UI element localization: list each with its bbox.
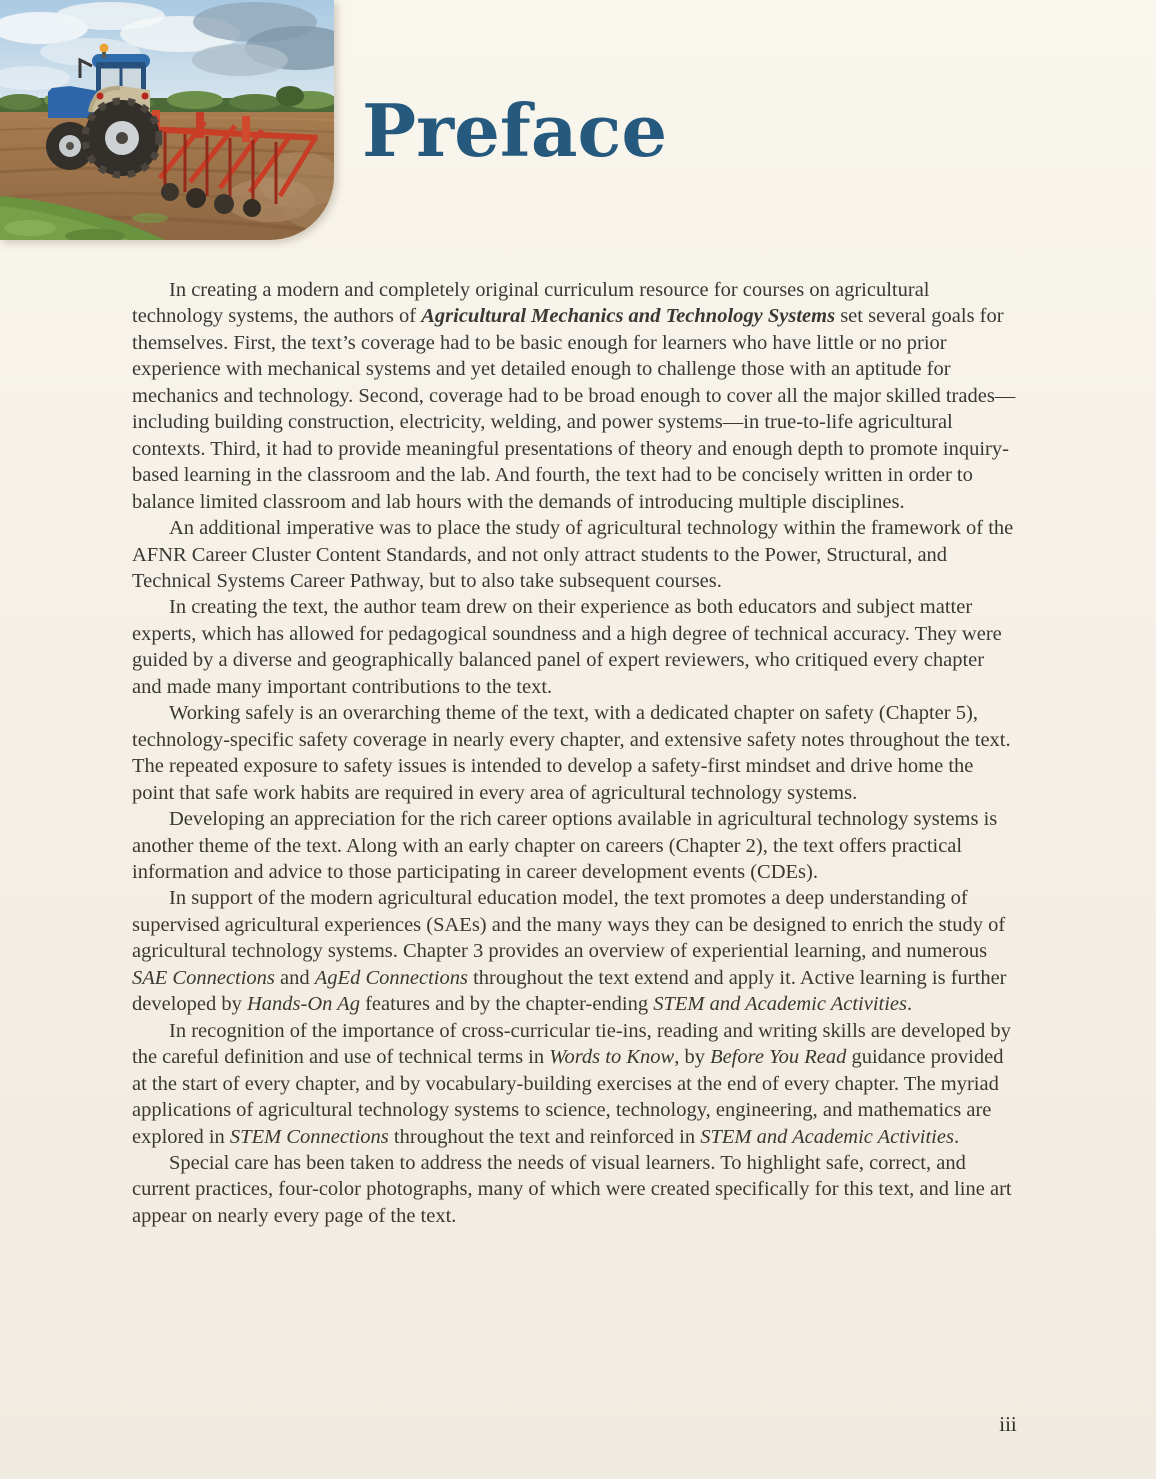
preface-body-text	[132, 277, 1018, 1229]
paragraph-text: In support of the modern agricultural education model, the text promotes a deep understanding of supervised agricultural experiences (SAEs) and the many ways they can be designed to enrich the study of agricultural technology systems. Chapter 3 provides an overview of experiential learning, and numerous	[132, 887, 1006, 963]
emphasized-text: Words to Know	[549, 1046, 675, 1069]
emphasized-text: AgEd Connections	[314, 966, 468, 989]
emphasized-text: STEM and Academic Activities	[653, 993, 907, 1016]
preface-paragraph	[132, 885, 1018, 1017]
paragraph-text: features and by the chapter-ending	[359, 993, 654, 1016]
preface-paragraph	[132, 594, 1018, 700]
preface-paragraph	[132, 277, 1018, 515]
page-number: iii	[999, 1412, 1017, 1436]
preface-paragraph	[132, 515, 1018, 594]
paragraph-text: set several goals for themselves. First, the text’s coverage had to be basic enough for learners who have little or no prior experience with mechanical systems and yet detailed enough to challenge those with an aptitude for mechanics and technology. Second, coverage had to be broad enough to cover all the major skilled trades—including building construction, electricity, welding, and power systems—in true-to-life agricultural contexts. Third, it had to provide meaningful presentations of theory and enough depth to promote inquiry-based learning in the classroom and the lab. And fourth, the text had to be concisely written in order to balance limited classroom and lab hours with the demands of introducing multiple disciplines.	[132, 305, 1016, 513]
emphasized-text: Hands-On Ag	[247, 993, 360, 1016]
emphasized-text: Before You Read	[710, 1046, 847, 1069]
paragraph-text: .	[953, 1125, 960, 1148]
paragraph-text: Working safely is an overarching theme of the text, with a dedicated chapter on safety (Chapter 5), technology-specific safety coverage in nearly every chapter, and extensive safety notes throughout the text. The repeated exposure to safety issues is intended to develop a safety-first mindset and drive home the point that safe work habits are required in every area of agricultural technology systems.	[132, 702, 1011, 804]
paragraph-text: , by	[674, 1046, 711, 1069]
paragraph-text: and	[274, 966, 315, 989]
emphasized-text: STEM Connections	[229, 1125, 389, 1148]
emphasized-text: Agricultural Mechanics and Technology Systems	[421, 305, 836, 328]
preface-paragraph	[132, 700, 1018, 806]
paragraph-text: Developing an appreciation for the rich career options available in agricultural technology systems is another theme of the text. Along with an early chapter on careers (Chapter 2), the text offers practical information and advice to those participating in career development events (CDEs).	[132, 808, 998, 883]
paragraph-text: throughout the text and reinforced in	[388, 1125, 701, 1148]
paragraph-text: In recognition of the importance of cross-curricular tie-ins, reading and writing skills are developed by the careful definition and use of technical terms in	[132, 1019, 1011, 1069]
paragraph-text: .	[906, 993, 913, 1016]
preface-paragraph	[132, 1150, 1018, 1229]
paragraph-text: In creating a modern and completely original curriculum resource for courses on agricultural technology systems, the authors of	[132, 279, 930, 328]
emphasized-text: SAE Connections	[132, 966, 275, 989]
paragraph-text: An additional imperative was to place the study of agricultural technology within the framework of the AFNR Career Cluster Content Standards, and not only attract students to the Power, Structural, and Technical Systems Career Pathway, but to also take subsequent courses.	[132, 517, 1014, 592]
paragraph-text: In creating the text, the author team drew on their experience as both educators and subject matter experts, which has allowed for pedagogical soundness and a high degree of technical accuracy. They were guided by a diverse and geographically balanced panel of expert reviewers, who critiqued every chapter and made many important contributions to the text.	[132, 596, 1002, 698]
paragraph-text: throughout the text extend and apply it. Active learning is further developed by	[132, 966, 1007, 1016]
tractor-field-photo	[0, 0, 334, 240]
page-title: Preface	[362, 88, 668, 173]
paragraph-text: guidance provided at the start of every chapter, and by vocabulary-building exercises at the end of every chapter. The myriad applications of agricultural technology systems to science, technology, engineering, and mathematics are explored in	[132, 1046, 1004, 1148]
preface-paragraph	[132, 806, 1018, 885]
preface-paragraph	[132, 1018, 1018, 1150]
paragraph-text: Special care has been taken to address the needs of visual learners. To highlight safe, correct, and current practices, four-color photographs, many of which were created specifically for this text, and line art appear on nearly every page of the text.	[132, 1151, 1012, 1227]
emphasized-text: STEM and Academic Activities	[700, 1125, 954, 1148]
